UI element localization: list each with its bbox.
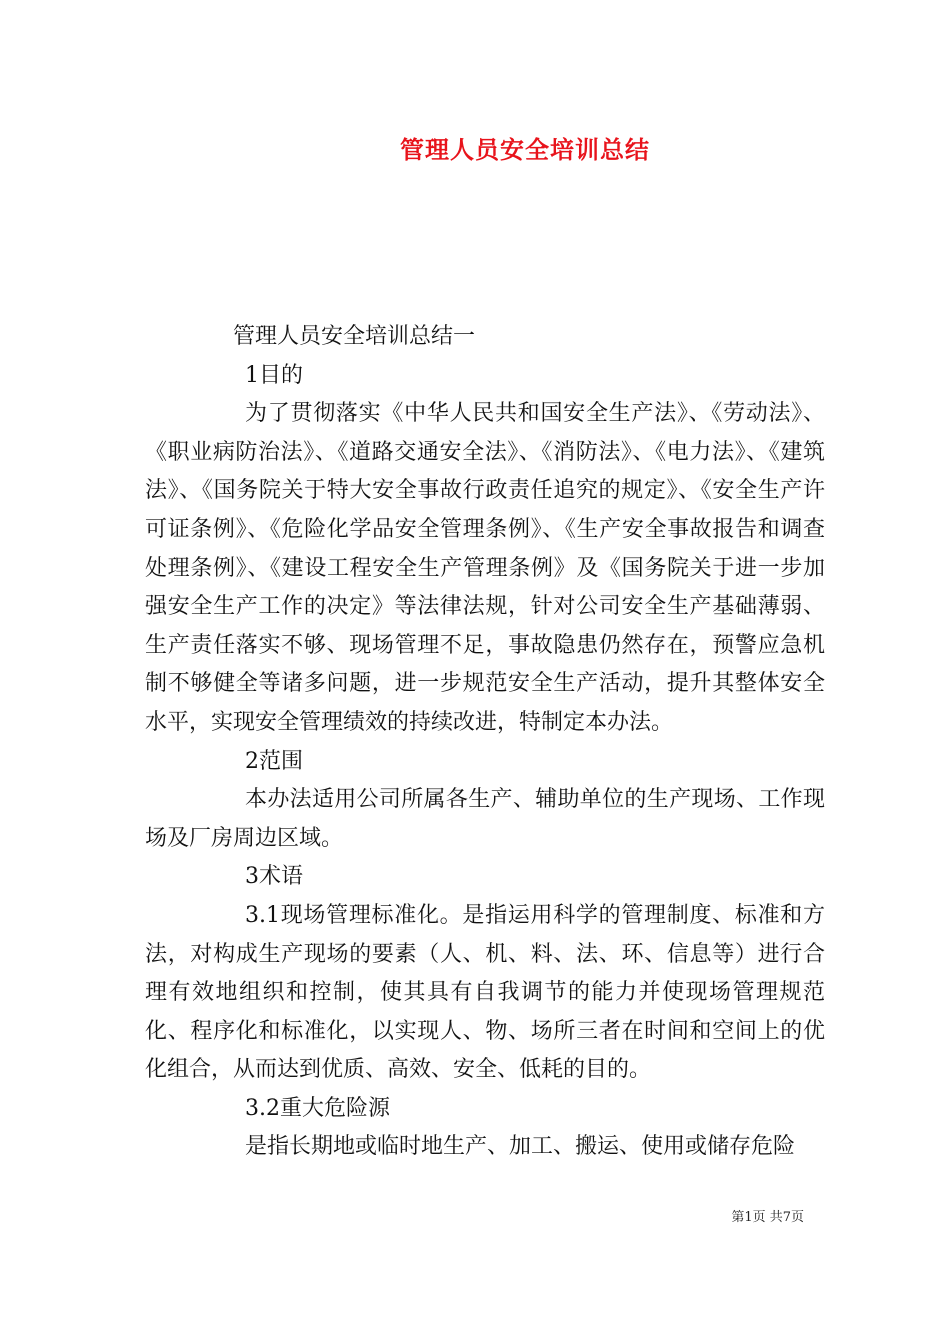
page-number-footer: 第1页 共7页 <box>731 1210 804 1225</box>
section-3-2-heading: 3.2重大危险源 <box>245 1095 390 1121</box>
section-3-2-paragraph: 是指长期地或临时地生产、加工、搬运、使用或储存危险 <box>245 1134 796 1160</box>
section-subtitle: 管理人员安全培训总结一 <box>233 324 476 349</box>
section-3-1-paragraph: 3.1现场管理标准化。是指运用科学的管理制度、标准和方法，对构成生产现场的要素（人、机、料、法、环、信息等）进行合理有效地组织和控制，使其具有自我调节的能力并使现场管理规范化、程序化和标准化，以实现人、物、场所三者在时间和空间上的优化组合，从而达到优质、高效、安全、低耗的目的。 <box>145 902 825 1083</box>
section-1-paragraph: 为了贯彻落实《中华人民共和国安全生产法》、《劳动法》、《职业病防治法》、《道路交通安全法》、《消防法》、《电力法》、《建筑法》、《国务院关于特大安全事故行政责任追究的规定》、《安全生产许可证条例》、《危险化学品安全管理条例》、《生产安全事故报告和调查处理条例》、《建设工程安全生产管理条例》及《国务院关于进一步加强安全生产工作的决定》等法律法规，针对公司安全生产基础薄弱、生产责任落实不够、现场管理不足，事故隐患仍然存在，预警应急机制不够健全等诸多问题，进一步规范安全生产活动，提升其整体安全水平，实现安全管理绩效的持续改进，特制定本办法。 <box>145 401 825 735</box>
section-2-paragraph: 本办法适用公司所属各生产、辅助单位的生产现场、工作现场及厂房周边区域。 <box>145 787 825 851</box>
section-3-heading: 3术语 <box>245 864 303 890</box>
section-2-heading: 2范围 <box>245 748 303 774</box>
section-1-heading: 1目的 <box>245 362 303 388</box>
document-title: 管理人员安全培训总结 <box>400 135 650 164</box>
document-body <box>145 318 825 1167</box>
